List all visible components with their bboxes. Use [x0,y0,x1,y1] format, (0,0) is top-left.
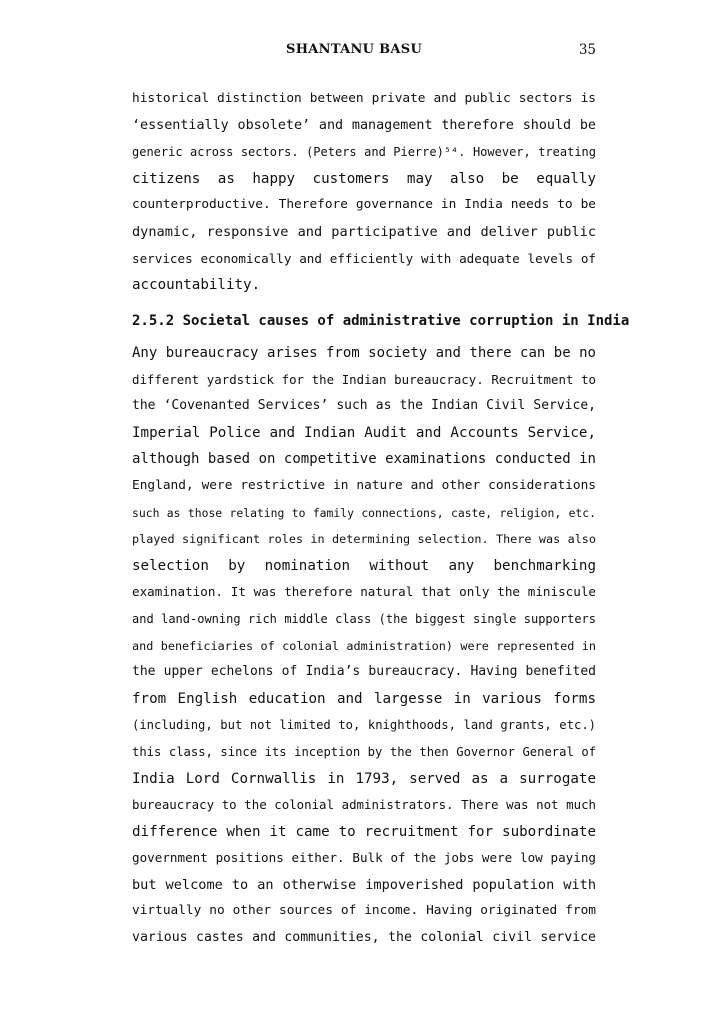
running-header [132,42,596,62]
text-line: bureaucracy to the colonial administrators. There was not much [132,797,596,813]
text-line: Imperial Police and Indian Audit and Accounts Service, [132,424,596,441]
paragraph-2 [132,340,596,952]
text-line: examination. It was therefore natural that only the miniscule [132,584,596,600]
text-line: but welcome to an otherwise impoverished population with [132,876,596,893]
page-number: 35 [578,42,596,58]
text-line: the upper echelons of India’s bureaucracy. Having benefited [132,664,596,680]
text-line: historical distinction between private and public sectors is [132,91,596,106]
header-author: SHANTANU BASU [286,42,423,57]
text-line: generic across sectors. (Peters and Pierre)⁵⁴. However, treating [132,145,596,160]
text-line: played significant roles in determining selection. There was also [132,532,596,547]
text-line: dynamic, responsive and participative and deliver public [132,223,596,240]
text-line: counterproductive. Therefore governance in India needs to be [132,197,596,213]
text-line: government positions either. Bulk of the jobs were low paying [132,850,596,866]
text-line: Any bureaucracy arises from society and there can be no [132,345,596,361]
text-line: and beneficiaries of colonial administration) were represented in [132,638,596,653]
section-heading: 2.5.2 Societal causes of administrative corruption in India [132,313,630,329]
text-line: selection by nomination without any benchmarking [132,557,596,574]
text-line: various castes and communities, the colonial civil service [132,930,596,946]
text-line: India Lord Cornwallis in 1793, served as a surrogate [132,770,596,787]
text-line: England, were restrictive in nature and other considerations [132,477,596,493]
text-line: this class, since its inception by the then Governor General of [132,744,596,759]
text-line: although based on competitive examinations conducted in [132,451,596,468]
text-line: the ‘Covenanted Services’ such as the Indian Civil Service, [132,398,596,414]
text-line: virtually no other sources of income. Having originated from [132,903,596,919]
text-line: (including, but not limited to, knighthoods, land grants, etc.) [132,718,596,733]
text-line: such as those relating to family connections, caste, religion, etc. [132,505,596,520]
text-line: difference when it came to recruitment for subordinate [132,823,596,840]
text-line: services economically and efficiently with adequate levels of [132,250,596,266]
text-line: accountability. [132,277,261,294]
text-line: and land-owning rich middle class (the biggest single supporters [132,611,596,626]
text-line: ‘essentially obsolete’ and management therefore should be [132,117,596,133]
text-line: citizens as happy customers may also be equally [132,170,596,187]
text-line: from English education and largesse in various forms [132,690,596,707]
paragraph-1 [132,86,596,299]
text-line: different yardstick for the Indian bureaucracy. Recruitment to [132,371,596,387]
